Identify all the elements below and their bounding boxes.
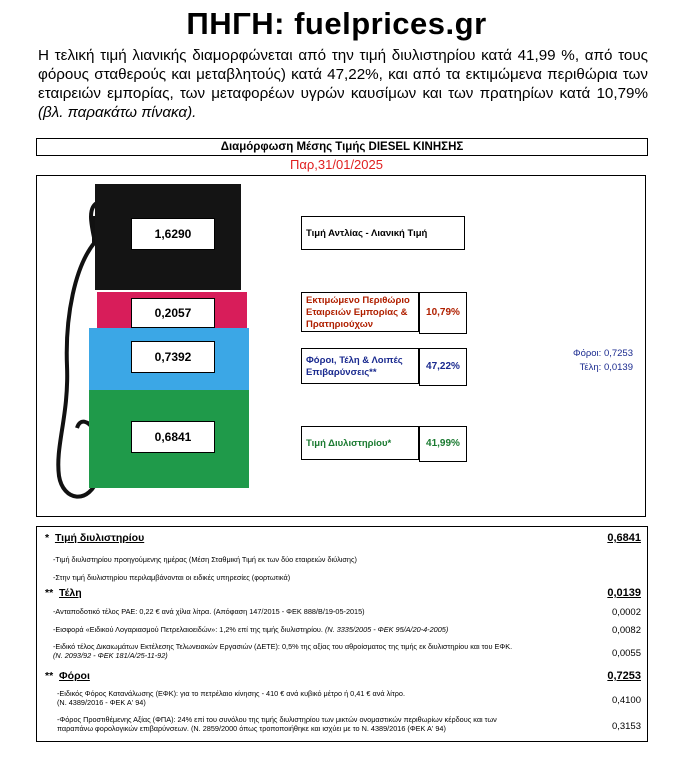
taxes-pct: 47,22%: [419, 348, 467, 386]
intro-paragraph: [38, 46, 648, 122]
foroi-row-1-text: -Ειδικός Φόρος Κατανάλωσης (ΕΦΚ): για το πετρέλαιο κίνησης - 410 € ανά κυβικό μέτρο ή 0,41 € ανά λίτρο.: [57, 689, 406, 698]
foroi-row-1-law: (Ν. 4389/2016 - ΦΕΚ Α' 94): [57, 698, 146, 707]
retail-price-label: Τιμή Αντλίας - Λιανική Τιμή: [301, 216, 465, 250]
refinery-note-2: -Στην τιμή διυλιστηρίου περιλαμβάνονται οι ειδικές υπηρεσίες (φορτωτικά): [53, 573, 291, 582]
price-breakdown-panel: [36, 175, 646, 517]
taxes-value: 0,7392: [131, 341, 215, 373]
margin-pct: 10,79%: [419, 292, 467, 334]
retail-price-value: 1,6290: [131, 218, 215, 250]
section-foroi-title: Φόροι: [59, 670, 90, 682]
intro-text: Η τελική τιμή λιανικής διαμορφώνεται από την τιμή διυλιστηρίου κατά 41,99 %, από τους φόρους σταθερούς και μεταβλητούς) κατά 47,22%, και από τα εκτιμώμενα περιθώρια των εταιρειών εμπορίας, των μεταφορέων υγρών καυσίμων και των πρατηρίων κατά 10,79%: [38, 47, 648, 102]
margin-value: 0,2057: [131, 298, 215, 328]
section-teli-title: Τέλη: [59, 587, 82, 599]
chart-date: Παρ,31/01/2025: [290, 157, 383, 172]
teli-row-1-text: -Ανταποδοτικό τέλος ΡΑΕ: 0,22 € ανά χίλια λίτρα. (Απόφαση 147/2015 - ΦΕΚ 888/Β/19-05-2015): [53, 607, 365, 616]
section-teli-header: [45, 587, 641, 599]
teli-row-3: [53, 642, 641, 660]
section-refinery-header: [45, 532, 641, 544]
side-teli-label: Τέλη:: [579, 362, 602, 373]
foroi-row-2-value: 0,3153: [611, 721, 641, 732]
intro-italic: (βλ. παρακάτω πίνακα).: [38, 104, 197, 121]
taxes-label: Φόροι, Τέλη & Λοιπές Επιβαρύνσεις**: [301, 348, 419, 384]
section-refinery-value: 0,6841: [607, 532, 641, 544]
teli-row-2-value: 0,0082: [611, 625, 641, 636]
margin-label: Εκτιμώμενο Περιθώριο Εταιρειών Εμπορίας & Πρατηριούχων: [301, 292, 419, 332]
refinery-label: Τιμή Διυλιστηρίου*: [301, 426, 419, 460]
foroi-row-2-text: -Φόρος Προστιθέμενης Αξίας (ΦΠΑ): 24% επί του συνόλου της τιμής διυλιστηρίου των μικτών ονομαστικών περιθωρίων κέρδους και των: [57, 715, 497, 724]
details-table: [36, 526, 648, 742]
section-refinery-title: Τιμή διυλιστηρίου: [54, 532, 145, 544]
side-teli: [537, 362, 633, 373]
teli-row-1-value: 0,0002: [611, 607, 641, 618]
foroi-row-1: [57, 689, 641, 707]
teli-row-3-law: (Ν. 2093/92 - ΦΕΚ 181/Α/25-11-92): [53, 651, 168, 660]
side-teli-value: 0,0139: [603, 362, 633, 373]
refinery-note-1: -Τιμή διυλιστηρίου προηγούμενης ημέρας (Μέση Σταθμική Τιμή εκ των δύο εταιρειών διύλισης): [53, 555, 357, 564]
side-foroi: [537, 348, 633, 359]
teli-row-1: [53, 607, 641, 616]
foroi-row-2-law: παραπάνω φορολογικών επιβαρύνσεων. (Ν. 2859/2000 όπως τροποποιήθηκε και ισχύει με το Ν. 4389/2016 (ΦΕΚ Α' 94): [57, 724, 446, 733]
teli-row-3-value: 0,0055: [611, 648, 641, 659]
section-foroi-marker: **: [45, 670, 54, 682]
teli-row-2: [53, 625, 641, 634]
section-teli-value: 0,0139: [607, 587, 641, 599]
section-teli-marker: **: [45, 587, 54, 599]
section-refinery-marker: *: [45, 532, 50, 544]
source-title: ΠΗΓΗ: fuelprices.gr: [186, 6, 487, 41]
section-foroi-header: [45, 670, 641, 682]
teli-row-2-law: (Ν. 3335/2005 - ΦΕΚ 95/Α/20-4-2005): [324, 625, 449, 634]
side-foroi-label: Φόροι:: [572, 348, 602, 359]
section-foroi-value: 0,7253: [607, 670, 641, 682]
refinery-pct: 41,99%: [419, 426, 467, 462]
side-foroi-value: 0,7253: [603, 348, 633, 359]
foroi-row-2: [57, 715, 641, 733]
teli-row-2-text: -Εισφορά «Ειδικού Λογαριασμού Πετρελαιοειδών»: 1,2% επί της τιμής διυλιστηρίου.: [53, 625, 323, 634]
foroi-row-1-value: 0,4100: [611, 695, 641, 706]
chart-title: Διαμόρφωση Μέσης Τιμής DIESEL ΚΙΝΗΣΗΣ: [36, 138, 648, 156]
refinery-value: 0,6841: [131, 421, 215, 453]
teli-row-3-text: -Ειδικό τέλος Δικαιωμάτων Εκτέλεσης Τελωνειακών Εργασιών (ΔΕΤΕ): 0,5% της αξίας του αθροίσματος της τιμής εκ διυλιστηρίου και του ΕΦΚ.: [53, 642, 513, 651]
